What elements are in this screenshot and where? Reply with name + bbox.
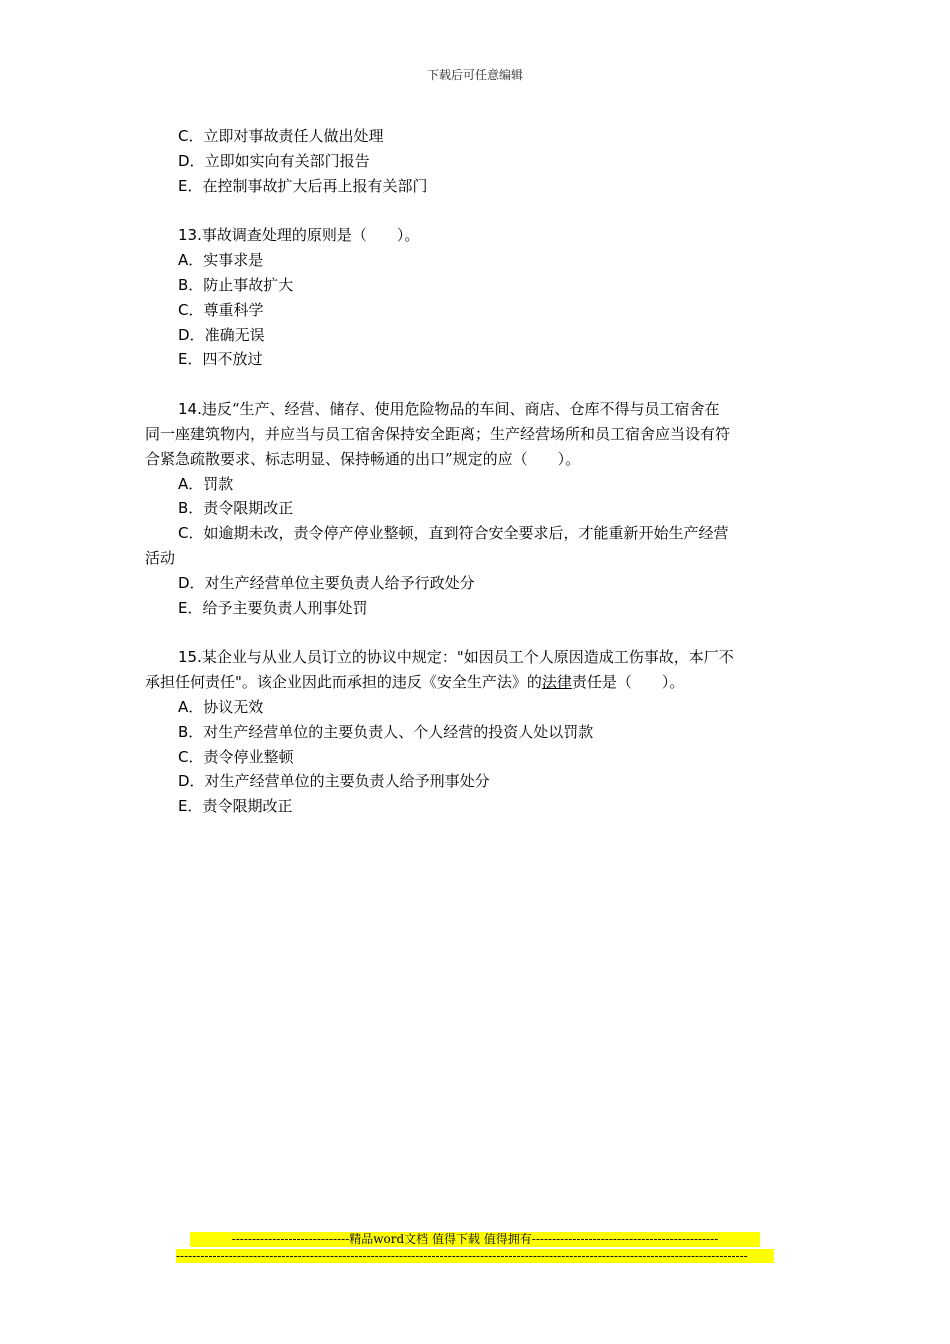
q14-option-e: E．给予主要负责人刑事处罚 xyxy=(178,598,368,617)
q14-option-d: D．对生产经营单位主要负责人给予行政处分 xyxy=(178,573,475,592)
q15-option-b: B．对生产经营单位的主要负责人、个人经营的投资人处以罚款 xyxy=(178,722,594,741)
q13-option-b: B．防止事故扩大 xyxy=(178,275,294,294)
question-14: 14.违反“生产、经营、储存、使用危险物品的车间、商店、仓库不得与员工宿舍在 xyxy=(178,400,720,419)
question-15-line-2: 承担任何责任"。该企业因此而承担的违反《安全生产法》的法律责任是（ ）。 xyxy=(145,673,685,692)
q14-option-a: A．罚款 xyxy=(178,474,234,493)
footer-banner-line-1: -----------------------------精品word文档 值得下载 值得拥有---------------------------------------------- xyxy=(190,1232,760,1247)
q14-option-c: C．如逾期未改，责令停产停业整顿，直到符合安全要求后，才能重新开始生产经营 xyxy=(178,524,729,543)
option-d: D．立即如实向有关部门报告 xyxy=(178,151,370,170)
q14-option-b: B．责令限期改正 xyxy=(178,499,294,518)
question-15: 15.某企业与从业人员订立的协议中规定："如因员工个人原因造成工伤事故，本厂不 xyxy=(178,648,734,667)
footer-banner-line-2: --------------------------------------------------------------------------------------------------------------------------------------------- xyxy=(176,1249,774,1263)
option-e: E．在控制事故扩大后再上报有关部门 xyxy=(178,176,428,195)
q15-option-d: D．对生产经营单位的主要负责人给予刑事处分 xyxy=(178,772,490,791)
question-13: 13.事故调查处理的原则是（ ）。 xyxy=(178,226,420,245)
law-link-text: 法律 xyxy=(541,673,572,692)
q13-option-a: A．实事求是 xyxy=(178,251,264,270)
q15-option-a: A．协议无效 xyxy=(178,697,264,716)
q13-option-c: C．尊重科学 xyxy=(178,300,264,319)
document-body xyxy=(145,124,805,819)
option-c: C．立即对事故责任人做出处理 xyxy=(178,127,384,145)
question-14-line-2: 同一座建筑物内，并应当与员工宿舍保持安全距离；生产经营场所和员工宿舍应当设有符 xyxy=(145,424,731,443)
page-header: 下载后可任意编辑 xyxy=(426,68,523,82)
question-14-line-3: 合紧急疏散要求、标志明显、保持畅通的出口”规定的应（ ）。 xyxy=(145,449,581,468)
q13-option-e: E．四不放过 xyxy=(178,350,263,369)
q13-option-d: D．准确无误 xyxy=(178,325,265,344)
q15-option-c: C．责令停业整顿 xyxy=(178,747,294,766)
q14-option-c-continued: 活动 xyxy=(145,548,176,567)
q15-option-e: E．责令限期改正 xyxy=(178,797,293,816)
